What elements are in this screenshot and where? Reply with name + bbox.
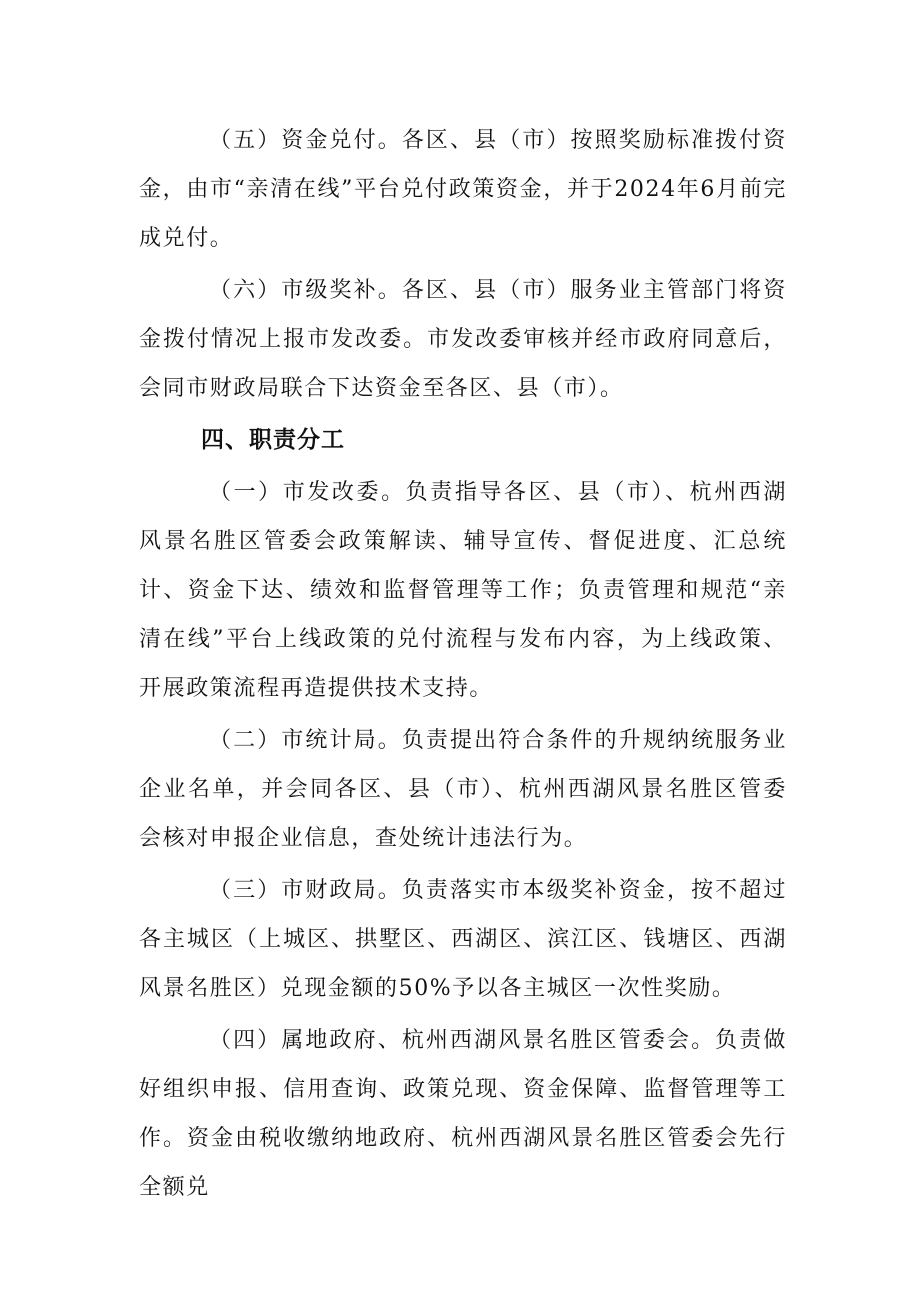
- paragraph-city-subsidy: （六）市级奖补。各区、县（市）服务业主管部门将资金拨付情况上报市发改委。市发改委审核并经市政府同意后，会同市财政局联合下达资金至各区、县（市）。: [139, 278, 787, 401]
- section-heading-responsibilities: 四、职责分工: [201, 427, 345, 453]
- paragraph-statistics-bureau: （二）市统计局。负责提出符合条件的升规纳统服务业企业名单，并会同各区、县（市）、杭州西湖风景名胜区管委会核对申报企业信息，查处统计违法行为。: [139, 728, 787, 851]
- paragraph-fund-disbursement: （五）资金兑付。各区、县（市）按照奖励标准拨付资金，由市“亲清在线”平台兑付政策资金，并于2024年6月前完成兑付。: [139, 128, 787, 251]
- document-body: [139, 116, 787, 1215]
- paragraph-local-government: （四）属地政府、杭州西湖风景名胜区管委会。负责做好组织申报、信用查询、政策兑现、资金保障、监督管理等工作。资金由税收缴纳地政府、杭州西湖风景名胜区管委会先行全额兑: [139, 1028, 787, 1200]
- paragraph-finance-bureau: （三）市财政局。负责落实市本级奖补资金，按不超过各主城区（上城区、拱墅区、西湖区、滨江区、钱塘区、西湖风景名胜区）兑现金额的50%予以各主城区一次性奖励。: [139, 878, 787, 1001]
- paragraph-development-reform-commission: （一）市发改委。负责指导各区、县（市）、杭州西湖风景名胜区管委会政策解读、辅导宣传、督促进度、汇总统计、资金下达、绩效和监督管理等工作；负责管理和规范“亲清在线”平台上线政策的兑付流程与发布内容，为上线政策、开展政策流程再造提供技术支持。: [139, 480, 787, 701]
